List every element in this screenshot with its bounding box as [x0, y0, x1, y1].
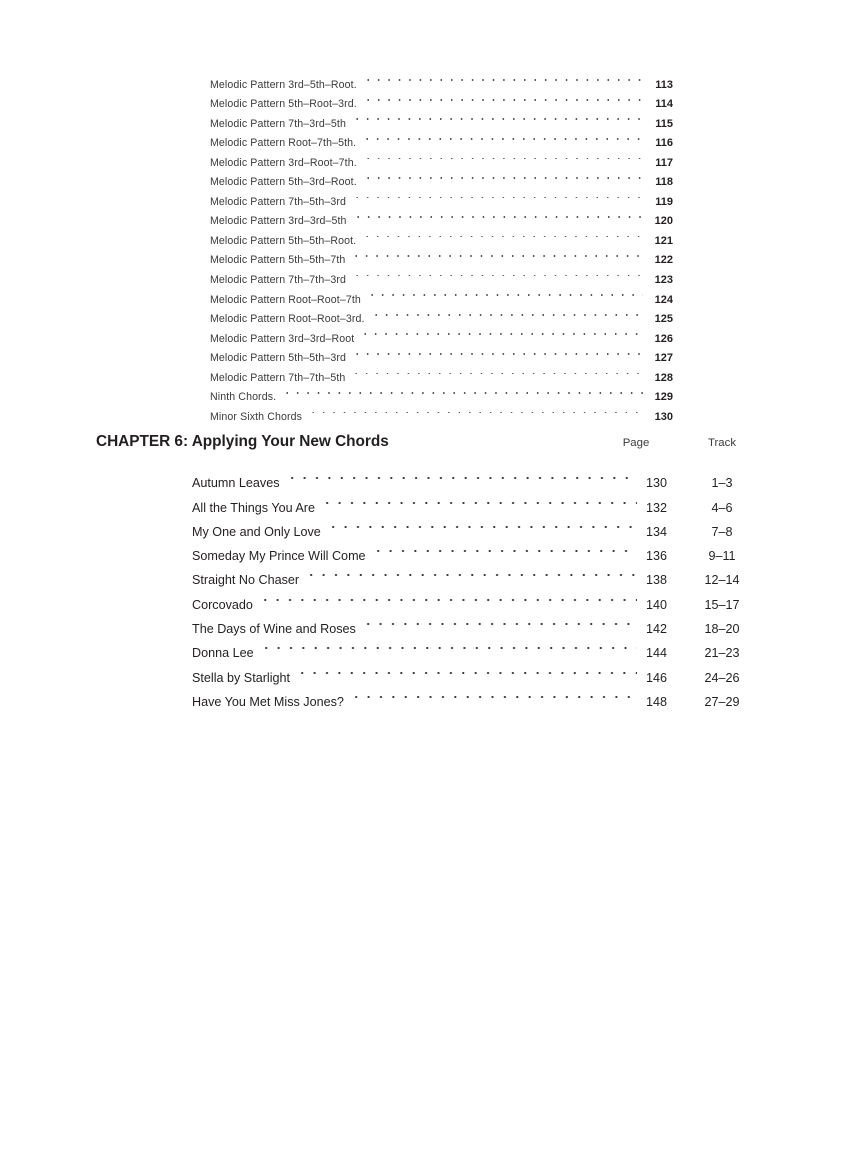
song-title: Straight No Chaser [192, 573, 300, 588]
toc-entry[interactable] [210, 400, 673, 423]
toc-entry-page-number: 125 [654, 313, 673, 326]
chapter-header [96, 433, 753, 457]
song-page-number: 138 [645, 573, 667, 588]
toc-entry-page-number: 116 [655, 137, 673, 150]
song-track-number: 27–29 [704, 694, 740, 709]
dot-leader [363, 88, 643, 108]
page-column-header: Page [622, 437, 650, 449]
song-track-number: 24–26 [704, 670, 740, 685]
song-title: Someday My Prince Will Come [192, 549, 366, 564]
song-title: Stella by Starlight [192, 670, 291, 685]
dot-leader [352, 263, 643, 283]
toc-entry-title: Melodic Pattern 7th–3rd–5th [210, 117, 346, 130]
dot-leader [367, 283, 643, 303]
toc-entry-title: Melodic Pattern 5th–5th–3rd [210, 352, 346, 365]
song-track-number: 21–23 [704, 646, 740, 661]
song-track-number: 7–8 [711, 524, 733, 539]
toc-entry-title: Melodic Pattern 3rd–5th–Root. [210, 78, 357, 91]
toc-entry-page-number: 124 [654, 293, 673, 306]
track-column-header: Track [707, 437, 737, 449]
dot-leader [259, 584, 637, 608]
toc-entry-page-number: 120 [654, 215, 673, 228]
toc-entry-page-number: 121 [654, 234, 673, 247]
song-page-number: 148 [645, 694, 667, 709]
dot-leader [352, 107, 643, 127]
toc-entry-title: Melodic Pattern 7th–7th–5th [210, 371, 346, 384]
toc-entry[interactable] [210, 68, 673, 91]
toc-entry-title: Melodic Pattern 7th–5th–3rd [210, 195, 346, 208]
toc-entry-title: Melodic Pattern Root–7th–5th. [210, 137, 357, 150]
dot-leader [352, 185, 643, 205]
toc-entry-page-number: 128 [654, 371, 673, 384]
song-entry[interactable] [192, 633, 753, 661]
song-title: Donna Lee [192, 646, 254, 661]
toc-entry-page-number: 117 [655, 156, 673, 169]
toc-entry-title: Melodic Pattern 7th–7th–3rd [210, 274, 346, 287]
song-page-number: 144 [645, 646, 667, 661]
song-page-number: 136 [645, 549, 667, 564]
toc-entry-title: Melodic Pattern Root–Root–7th [210, 293, 361, 306]
dot-leader [363, 68, 643, 88]
song-page-number: 130 [645, 476, 667, 491]
dot-leader [362, 609, 637, 633]
toc-entry-page-number: 130 [654, 410, 673, 423]
toc-entry-page-number: 122 [654, 254, 673, 267]
dot-leader [371, 303, 643, 323]
dot-leader [327, 512, 637, 536]
song-track-number: 18–20 [704, 622, 740, 637]
song-page-number: 146 [645, 670, 667, 685]
toc-entry-title: Ninth Chords. [210, 391, 277, 404]
dot-leader [305, 560, 637, 584]
song-track-number: 15–17 [704, 597, 740, 612]
dot-leader [260, 633, 637, 657]
dot-leader [372, 536, 637, 560]
dot-leader [351, 361, 643, 381]
dot-leader [350, 682, 637, 706]
dot-leader [363, 166, 643, 186]
song-title: All the Things You Are [192, 500, 315, 515]
toc-entry-title: Melodic Pattern 3rd–Root–7th. [210, 156, 357, 169]
song-page-number: 140 [645, 597, 667, 612]
song-entry[interactable] [192, 584, 753, 612]
dot-leader [308, 400, 643, 420]
toc-entry-page-number: 129 [654, 391, 673, 404]
song-track-number: 1–3 [711, 476, 733, 491]
song-page-number: 142 [645, 622, 667, 637]
song-track-number: 4–6 [711, 500, 733, 515]
dot-leader [363, 146, 643, 166]
song-track-number: 12–14 [704, 573, 740, 588]
toc-entry-title: Melodic Pattern 5th–3rd–Root. [210, 176, 357, 189]
toc-entry-page-number: 123 [654, 274, 673, 287]
toc-entry-title: Minor Sixth Chords [210, 410, 302, 423]
song-title: My One and Only Love [192, 524, 321, 539]
dot-leader [352, 342, 643, 362]
toc-entry-page-number: 113 [655, 78, 673, 91]
toc-entry-page-number: 114 [655, 98, 673, 111]
dot-leader [321, 487, 637, 511]
toc-entry-page-number: 115 [655, 117, 673, 130]
song-entry[interactable] [192, 609, 753, 637]
toc-entry-page-number: 126 [654, 332, 673, 345]
song-entry[interactable] [192, 463, 753, 491]
dot-leader [362, 224, 643, 244]
song-title: The Days of Wine and Roses [192, 622, 356, 637]
chapter-title: CHAPTER 6: Applying Your New Chords [96, 433, 389, 450]
dot-leader [362, 127, 643, 147]
toc-entry-title: Melodic Pattern 5th–5th–Root. [210, 234, 357, 247]
toc-entry-page-number: 119 [655, 195, 673, 208]
toc-entry-title: Melodic Pattern Root–Root–3rd. [210, 313, 365, 326]
dot-leader [360, 322, 643, 342]
song-title: Have You Met Miss Jones? [192, 694, 344, 709]
song-track-number: 9–11 [708, 549, 736, 564]
dot-leader [296, 657, 637, 681]
song-entry[interactable] [192, 657, 753, 685]
toc-entry-page-number: 118 [655, 176, 673, 189]
song-list [192, 463, 753, 709]
song-page-number: 132 [645, 500, 667, 515]
toc-entry-title: Melodic Pattern 3rd–3rd–5th [210, 215, 347, 228]
song-page-number: 134 [645, 524, 667, 539]
dot-leader [286, 463, 637, 487]
song-title: Autumn Leaves [192, 476, 280, 491]
toc-entry-title: Melodic Pattern 5th–Root–3rd. [210, 98, 357, 111]
toc-entry-title: Melodic Pattern 3rd–3rd–Root [210, 332, 355, 345]
toc-entry-title: Melodic Pattern 5th–5th–7th [210, 254, 346, 267]
song-title: Corcovado [192, 597, 253, 612]
dot-leader [353, 205, 643, 225]
melodic-pattern-list [210, 68, 673, 423]
toc-entry-page-number: 127 [654, 352, 673, 365]
dot-leader [282, 381, 643, 401]
dot-leader [351, 244, 643, 264]
